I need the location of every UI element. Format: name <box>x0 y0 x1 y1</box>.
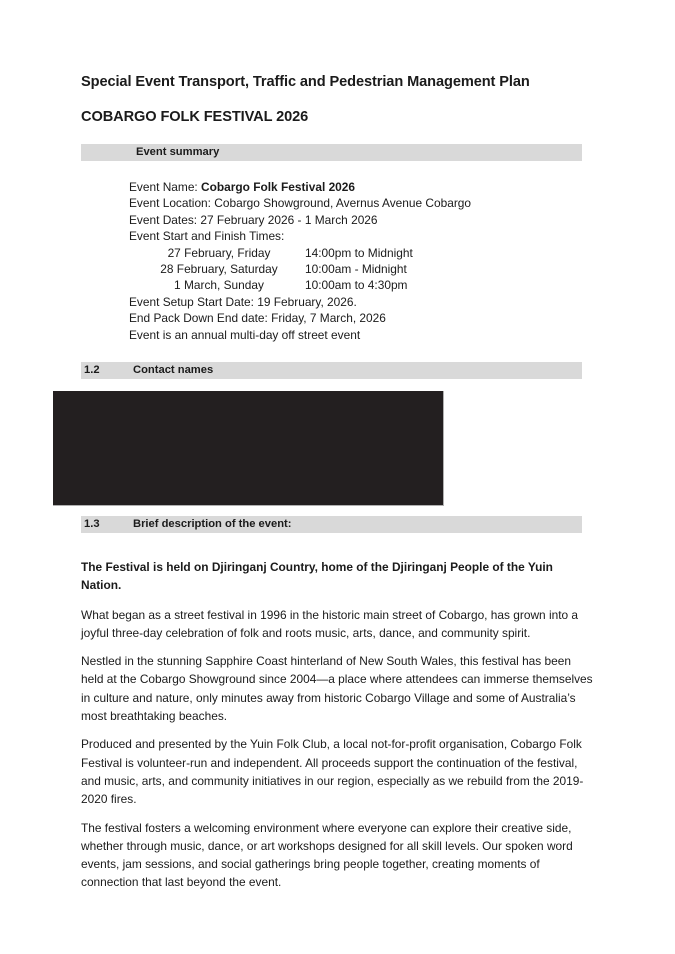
section-heading-number: 1.3 <box>84 518 100 530</box>
brief-description-body <box>81 558 595 892</box>
paragraph-community: The festival fosters a welcoming environment where everyone can explore their creative side, whether through music, dance, or art workshops designed for all skill levels. Our spoken word events, jam sessions, and social gatherings bring people together, creating moments of connection that last beyond the event. <box>81 820 573 890</box>
paragraph-location: Nestled in the stunning Sapphire Coast hinterland of New South Wales, this festival has been held at the Cobargo Showground since 2004—a place where attendees can immerse themselves in culture and nature, only minutes away from historic Cobargo Village and some of Australia’s most breathtaking beaches. <box>81 654 593 724</box>
event-time-day: 27 February, Friday <box>167 245 271 260</box>
paragraph-organiser: Produced and presented by the Yuin Folk Club, a local not-for-profit organisation, Cobargo Folk Festival is volunteer-run and independent. All proceeds support the continuation of the festival, and music, arts, and community initiatives in our region, especially as we rebuild from the 2019-2020 fires. <box>81 737 584 807</box>
event-location-value: Cobargo Showground, Avernus Avenue Cobargo <box>214 196 472 211</box>
section-heading-contact-names <box>81 362 582 379</box>
table-row <box>129 261 413 277</box>
event-dates-line <box>129 212 599 228</box>
paragraph-acknowledgement: The Festival is held on Djiringanj Country, home of the Djiringanj People of the Yuin Nation. <box>81 560 553 593</box>
event-type-note: Event is an annual multi-day off street event <box>129 327 361 342</box>
section-heading-label: Brief description of the event: <box>133 518 292 530</box>
event-name-value: Cobargo Folk Festival 2026 <box>201 180 356 194</box>
event-time-day: 28 February, Saturday <box>160 262 278 277</box>
paragraph-history: What began as a street festival in 1996 in the historic main street of Cobargo, has grown into a joyful three-day celebration of folk and roots music, arts, dance, and community spirit. <box>81 607 579 640</box>
table-row <box>129 245 413 261</box>
event-dates-label: Event Dates: <box>129 212 198 227</box>
section-heading-number: 1.2 <box>84 364 100 376</box>
section-heading-brief-description <box>81 516 582 533</box>
event-times-table <box>129 245 413 294</box>
event-setup-start-date: Event Setup Start Date: 19 February, 2026. <box>129 294 357 309</box>
event-summary-block <box>129 179 599 343</box>
event-pack-down-end-date: End Pack Down End date: Friday, 7 March, 2026 <box>129 311 386 326</box>
event-time-value: 14:00pm to Midnight <box>305 245 413 260</box>
event-time-value: 10:00am to 4:30pm <box>305 278 408 293</box>
section-heading-label: Contact names <box>133 364 214 376</box>
page-subtitle: COBARGO FOLK FESTIVAL 2026 <box>81 109 309 125</box>
event-dates-value: 27 February 2026 - 1 March 2026 <box>200 212 378 227</box>
section-heading-event-summary <box>81 144 582 161</box>
page-title: Special Event Transport, Traffic and Pedestrian Management Plan <box>81 74 530 90</box>
redacted-contact-block <box>53 391 444 506</box>
section-heading-label: Event summary <box>136 146 220 158</box>
event-location-line <box>129 195 599 211</box>
event-name-line <box>129 179 599 195</box>
event-time-value: 10:00am - Midnight <box>305 262 407 277</box>
event-location-label: Event Location: <box>129 196 211 211</box>
event-name-label: Event Name: <box>129 180 198 194</box>
event-times-heading: Event Start and Finish Times: <box>129 229 285 244</box>
table-row <box>129 277 413 293</box>
event-time-day: 1 March, Sunday <box>174 278 264 293</box>
